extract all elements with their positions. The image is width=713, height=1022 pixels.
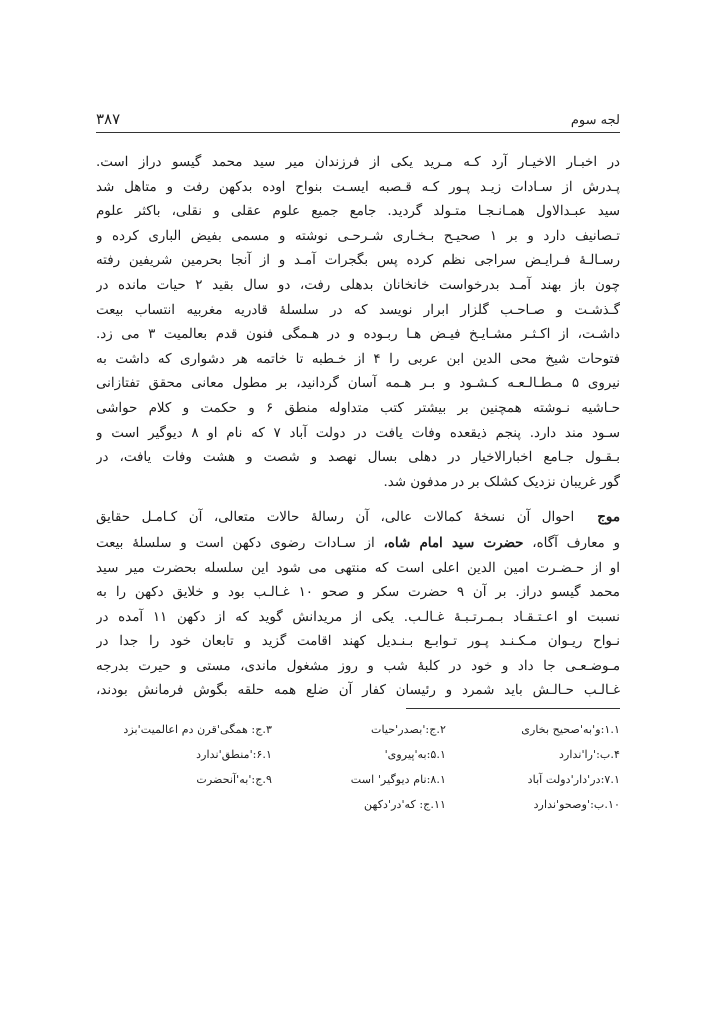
text-line: نسبت او اعـتـقـاد بـمـرتـبـۀ غـالـب. یکی از مریدانش گوید که از دکهن ۱۱ آمده در xyxy=(96,609,620,625)
footnote: ۱.۱:و'به'صحیح بخاری xyxy=(521,723,620,737)
footnote: ۷.۱:در'دار'دولت آباد xyxy=(527,773,620,787)
text-line xyxy=(96,531,620,557)
footnote: ۶.۱:'منطق'ندارد xyxy=(196,748,272,762)
text-fragment: احوال آن نسخۀ کمالات عالی، آن رسالۀ حالات متعالی، آن کـامـل حقایق xyxy=(96,510,575,526)
text-line: فتوحات شیخ محی الدین ابن عربی را ۴ از خـطبه تا خاتمه هر دشواری که داشت به xyxy=(96,351,620,367)
text-line: بـقـول جـامع اخبارالاخیار در دهلی بسال نهصد و شصت و هشت وفات یافت، در xyxy=(96,450,620,466)
footnote-row xyxy=(96,792,620,817)
text-fragment: از سـادات رضوی دکهن است و سلسلۀ بیعت xyxy=(96,535,375,551)
text-line: غـالـب حـالـش باید شمرد و رئیسان کفار آن ضلع همه حلقه بگوش فرمانش بودند، xyxy=(96,683,620,699)
footnote-divider xyxy=(406,708,620,709)
text-line: محمد گیسو دراز. بر آن ۹ حضرت سکر و صحو ۱۰ غـالـب بود و خلایق دکهن را به xyxy=(96,585,620,601)
footnote-row xyxy=(96,767,620,792)
footnote: ۹.ج:'به'آنحضرت xyxy=(196,773,272,787)
text-line: گـذشـت و صـاحـب گلزار ابرار نویسد که در سلسلۀ قادریه مغربیه انتساب بیعت xyxy=(96,302,620,318)
footnote xyxy=(98,792,272,817)
footnote: ۸.۱:نام دیوگیر' است xyxy=(350,773,446,787)
text-line: چون باز بهند آمـد بدرخواست خانخانان بدهلی رفت، دو سال بقید ۲ حیات مانده در xyxy=(96,277,620,293)
text-line: گور غریبان نزدیک کشلک بر در مدفون شد. xyxy=(383,474,620,490)
text-fragment: و معارف آگاه، xyxy=(532,535,620,551)
text-line: سـود مند دارد. پنجم ذیقعده وفات یافت در دولت آباد ۷ که نام او ۸ دیوگیر است و xyxy=(96,425,620,441)
person-name: حضرت سید امام شاه، xyxy=(383,534,524,551)
footnote: ۳.ج: همگی'قرن دم اعالمیت'بزد xyxy=(123,723,272,737)
text-line: داشـت، از اکـثـر مشـایـخ فیـض هـا ربـوده و در هـمگی فنون قدم بعالمیت ۳ می زد. xyxy=(96,327,620,343)
text-line: در اخبـار الاخیـار آرد کـه مـرید یکی از فرزندان میر سید محمد گیسو دراز است. xyxy=(96,155,620,170)
text-line: پـدرش از سـادات زیـد پـور کـه قـصبه ایسـت بنواح اوده بدکهن رفت و متاهل شد xyxy=(96,179,620,195)
text-line: رسـالـۀ فـرایـض سراجی نظم کرده پس بگجرات آمـد و از آنجا بحرمین شریفین رفته xyxy=(96,253,620,269)
footnote: ۴.ب:'را'ندارد xyxy=(558,748,620,762)
text-line xyxy=(96,505,620,531)
document-page xyxy=(96,110,620,817)
footnote: ۱۱.ج: که'در'دکهن xyxy=(364,798,446,812)
text-line: حـاشیه نـوشته همچنین بر بیشتر کتب متداوله منطق ۶ و حکمت و کلام حواشی xyxy=(96,400,620,416)
paragraph-1 xyxy=(96,151,620,495)
footnote-row xyxy=(96,717,620,742)
text-line: نـواح ریـوان مـکـنـد پـور تـوابـع بـنـدیل کهند اقامت گزید و تابعان خود را جدا در xyxy=(96,634,620,650)
text-line: مـوضـعـی جا داد و خود در کلبۀ شب و روز مشغول ماندی، مستی و حیرت بدرجه xyxy=(96,658,620,674)
footnote-row xyxy=(96,742,620,767)
text-line: سید عبـدالاول همـانـجـا متـولد گردید. جامع جمیع علوم عقلی و نقلی، باکثر علوم xyxy=(96,204,620,220)
footnote: ۵.۱:به'پیروی' xyxy=(384,748,446,762)
text-line: نیروی ۵ مـطـالـعـه کـشـود و بـر هـمه آسان گردانید، بر مطول معانی محقق تفتازانی xyxy=(96,376,620,392)
text-line: او از حـضـرت امین الدین اعلی است که منتهی می شود این سلسله بحضرت میر سید xyxy=(96,560,620,576)
footnotes xyxy=(96,717,620,817)
footnote: ۲.ج:'بصدر'حیات xyxy=(370,723,446,737)
body-text xyxy=(96,151,620,704)
text-line: تـصانیف دارد و بر ۱ صحیـح بـخـاری شـرحـی نوشته و مسمی بفیض الباری کرده و xyxy=(96,228,620,244)
paragraph-2 xyxy=(96,505,620,704)
page-number: ۳۸۷ xyxy=(96,110,121,128)
footnote: ۱۰.ب:'وصحو'ندارد xyxy=(533,798,620,812)
section-keyword: موج xyxy=(597,509,620,526)
running-title: لجه سوم xyxy=(570,113,620,128)
page-header xyxy=(96,110,620,133)
